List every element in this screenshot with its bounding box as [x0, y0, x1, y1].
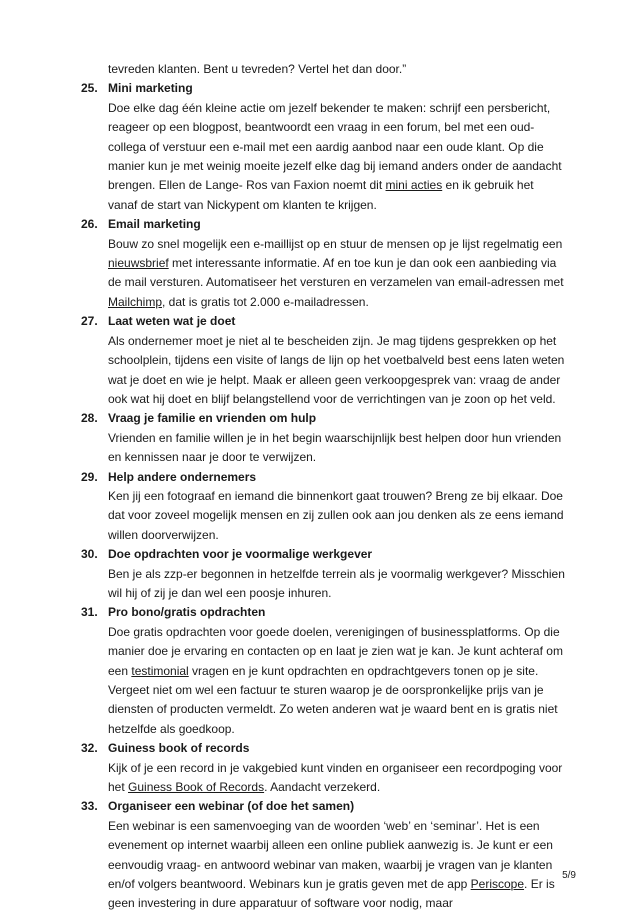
- item-body: [108, 623, 566, 739]
- item-title: Help andere ondernemers: [108, 469, 257, 484]
- body-text: Doe elke dag één kleine actie om jezelf bekender te maken: schrijf een persbericht, reageer op een blogpost, beantwoordt een vraag in een forum, bel met een oud-collega of verstuur een e-mail met een aardig aanbod naar een oude klant. Op die manier kun je met weinig moeite jezelf elke dag bij iemand anders onder de aandacht brengen. Ellen de Lange- Ros van Faxion noemt dit: [108, 100, 562, 193]
- item-title: Pro bono/gratis opdrachten: [108, 605, 266, 620]
- item-title: Mini marketing: [108, 81, 193, 96]
- body-text: Als ondernemer moet je niet al te bescheiden zijn. Je mag tijdens gesprekken op het schoolplein, tijdens een visite of langs de lijn op het voetbalveld best eens laten weten wat je doet en wie je helpt. Maak er alleen geen verkoopgesprek van: vraag de ander ook wat hij doet en blijf belangstellend voor de verrichtingen van je zoon op het veld.: [108, 333, 565, 406]
- list-item: [81, 215, 566, 312]
- item-title: Email marketing: [108, 217, 201, 232]
- item-body: [108, 565, 566, 604]
- inline-link[interactable]: testimonial: [131, 663, 189, 678]
- item-number: 31.: [81, 605, 98, 620]
- item-body: [108, 487, 566, 545]
- item-title: Vraag je familie en vrienden om hulp: [108, 411, 317, 426]
- inline-link[interactable]: nieuwsbrief: [108, 256, 169, 271]
- list-item: [81, 739, 566, 797]
- item-body: [108, 99, 566, 215]
- body-text: Kijk of je een record in je vakgebied kunt vinden en organiseer een recordpoging voor het: [108, 760, 563, 795]
- intro-continuation: tevreden klanten. Bent u tevreden? Vertel het dan door.”: [108, 62, 407, 76]
- item-number: 33.: [81, 799, 98, 814]
- item-number: 26.: [81, 217, 98, 232]
- item-body: [108, 332, 566, 410]
- item-body: [108, 817, 566, 914]
- body-text: . Er is geen investering in dure apparatuur of software voor nodig, maar: [108, 877, 555, 911]
- body-text: Een webinar is een samenvoeging van de woorden ‘web’ en ‘seminar’. Het is een evenement op internet waarbij alleen een online publiek aanwezig is. Je kunt er een eenvoudig vraag- en antwoord webinar van maken, waarbij je vragen van je klanten en/of volgers beantwoord. Webinars kun je gratis geven met de app: [108, 818, 553, 892]
- inline-link[interactable]: Mailchimp: [108, 294, 163, 309]
- list-item: [81, 603, 566, 739]
- tips-list: [81, 79, 566, 913]
- body-text: Ken jij een fotograaf en iemand die binnenkort gaat trouwen? Breng ze bij elkaar. Doe dat voor zoveel mogelijk mensen en zij zullen ook aan jou denken als ze eens iemand willen doorverwijzen.: [108, 488, 564, 542]
- item-body: [108, 759, 566, 798]
- item-number: 25.: [81, 81, 98, 96]
- item-number: 29.: [81, 469, 98, 484]
- list-item: [81, 545, 566, 603]
- list-item: [81, 468, 566, 546]
- list-item: [81, 312, 566, 409]
- body-text: Vrienden en familie willen je in het begin waarschijnlijk best helpen door hun vrienden en kennissen naar je door te verwijzen.: [108, 430, 562, 465]
- list-item: [81, 797, 566, 913]
- inline-link[interactable]: Periscope: [470, 877, 525, 892]
- item-body: [108, 429, 566, 468]
- item-number: 32.: [81, 741, 98, 756]
- page-number: 5/9: [562, 869, 576, 881]
- item-title: Laat weten wat je doet: [108, 314, 236, 329]
- inline-link[interactable]: mini acties: [385, 178, 443, 193]
- body-text: Bouw zo snel mogelijk een e-maillijst op en stuur de mensen op je lijst regelmatig een: [108, 236, 563, 251]
- body-text: Doe gratis opdrachten voor goede doelen, verenigingen of businessplatforms. Op die manier doe je ervaring en contacten op en laat je zien wat je kan. Je kunt achteraf om een: [108, 624, 563, 678]
- body-text: , dat is gratis tot 2.000 e-mailadressen.: [162, 294, 369, 309]
- body-text: Ben je als zzp-er begonnen in hetzelfde terrein als je voormalig werkgever? Misschien wil hij of zij je dan wel een poosje inhuren.: [108, 566, 565, 600]
- body-text: met interessante informatie. Af en toe kun je dan ook een aanbieding via de mail versturen. Automatiseer het versturen en verzamelen van email-adressen met: [108, 256, 564, 290]
- item-number: 27.: [81, 314, 98, 329]
- item-body: [108, 235, 566, 313]
- item-number: 30.: [81, 547, 98, 562]
- item-title: Doe opdrachten voor je voormalige werkgever: [108, 547, 373, 562]
- item-number: 28.: [81, 411, 98, 426]
- list-item: [81, 409, 566, 467]
- item-title: Guiness book of records: [108, 741, 250, 756]
- body-text: en ik gebruik het vanaf de start van Nickypent om klanten te krijgen.: [108, 178, 534, 212]
- list-item: [81, 79, 566, 215]
- body-text: vragen en je kunt opdrachten en opdrachtgevers tonen op je site. Vergeet niet om wel een factuur te sturen waarop je de oorspronkelijke prijs van je diensten of producten vermeldt. Zo weten anderen wat je waard bent en is gratis niet hetzelfde als goedkoop.: [108, 663, 558, 736]
- inline-link[interactable]: Guiness Book of Records: [128, 780, 265, 795]
- body-text: . Aandacht verzekerd.: [264, 780, 381, 795]
- item-title: Organiseer een webinar (of doe het samen): [108, 799, 355, 814]
